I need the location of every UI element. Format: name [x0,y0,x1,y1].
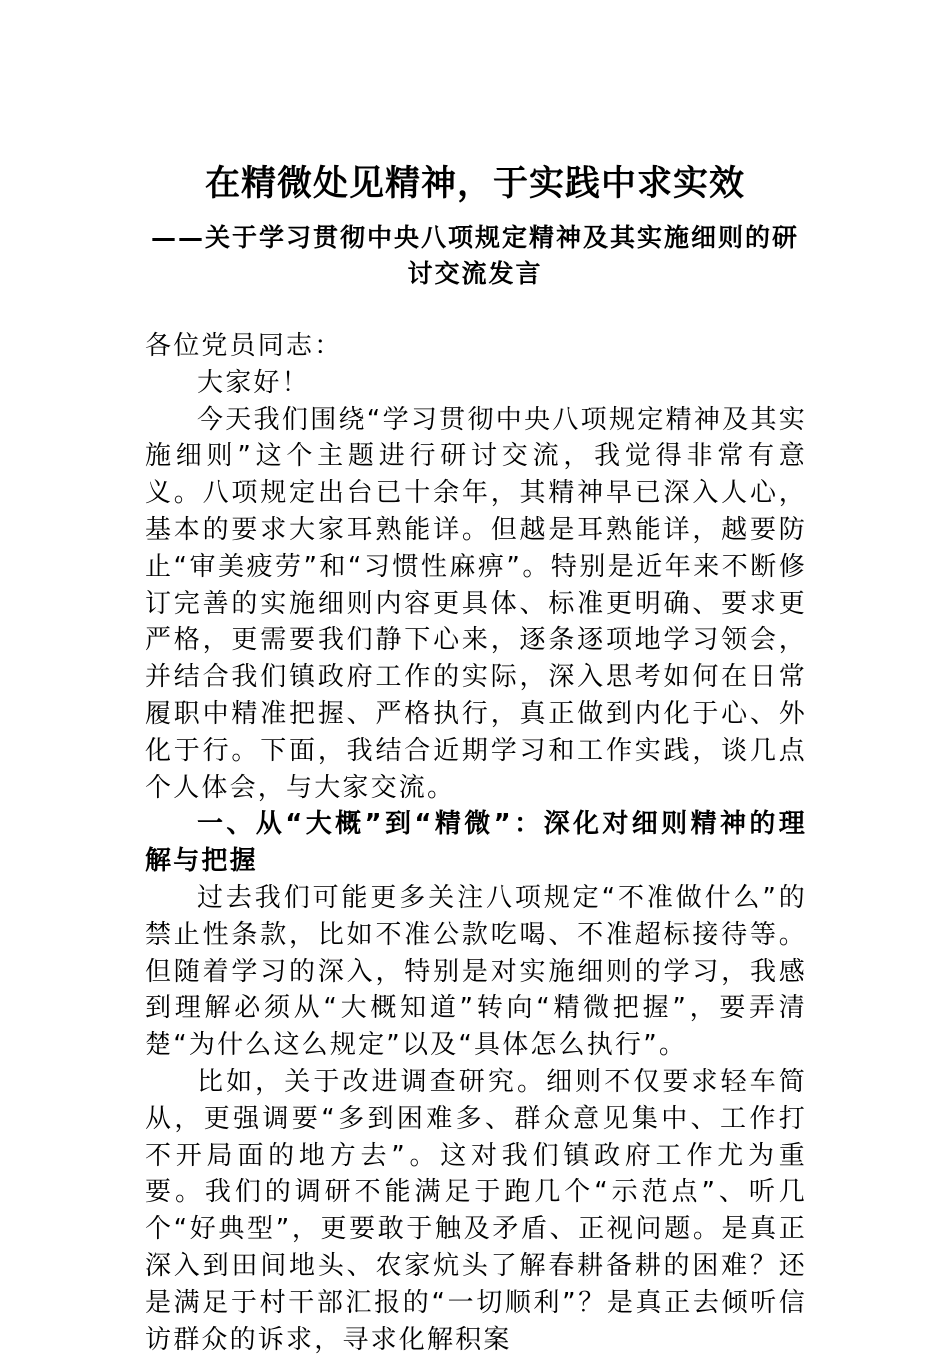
paragraph-intro: 今天我们围绕“学习贯彻中央八项规定精神及其实施细则”这个主题进行研讨交流，我觉得非常有意义。八项规定出台已十余年，其精神早已深入人心，基本的要求大家耳熟能详。但越是耳熟能详，越要防止“审美疲劳”和“习惯性麻痹”。特别是近年来不断修订完善的实施细则内容更具体、标准更明确、要求更严格，更需要我们静下心来，逐条逐项地学习领会，并结合我们镇政府工作的实际，深入思考如何在日常履职中精准把握、严格执行，真正做到内化于心、外化于行。下面，我结合近期学习和工作实践，谈几点个人体会，与大家交流。 [145,404,807,803]
greeting: 大家好！ [197,367,310,398]
section-heading-1: 一、从“大概”到“精微”：深化对细则精神的理解与把握 [145,809,807,877]
document-subtitle: ——关于学习贯彻中央八项规定精神及其实施细则的研讨交流发言 [150,223,799,288]
document-title: 在精微处见精神，于实践中求实效 [204,163,745,204]
document-body [145,328,807,1358]
paragraph-research-example: 比如，关于改进调查研究。细则不仅要求轻车简从，更强调要“多到困难多、群众意见集中、工作打不开局面的地方去”。这对我们镇政府工作尤为重要。我们的调研不能满足于跑几个“示范点”、听几个“好典型”，更要敢于触及矛盾、正视问题。是真正深入到田间地头、农家炕头了解春耕备耕的困难？还是满足于村干部汇报的“一切顺利”？是真正去倾听信访群众的诉求，寻求化解积案 [145,1066,807,1355]
paragraph-section-1: 过去我们可能更多关注八项规定“不准做什么”的禁止性条款，比如不准公款吃喝、不准超标接待等。但随着学习的深入，特别是对实施细则的学习，我感到理解必须从“大概知道”转向“精微把握”，要弄清楚“为什么这么规定”以及“具体怎么执行”。 [145,882,807,1061]
salutation: 各位党员同志： [145,331,343,361]
